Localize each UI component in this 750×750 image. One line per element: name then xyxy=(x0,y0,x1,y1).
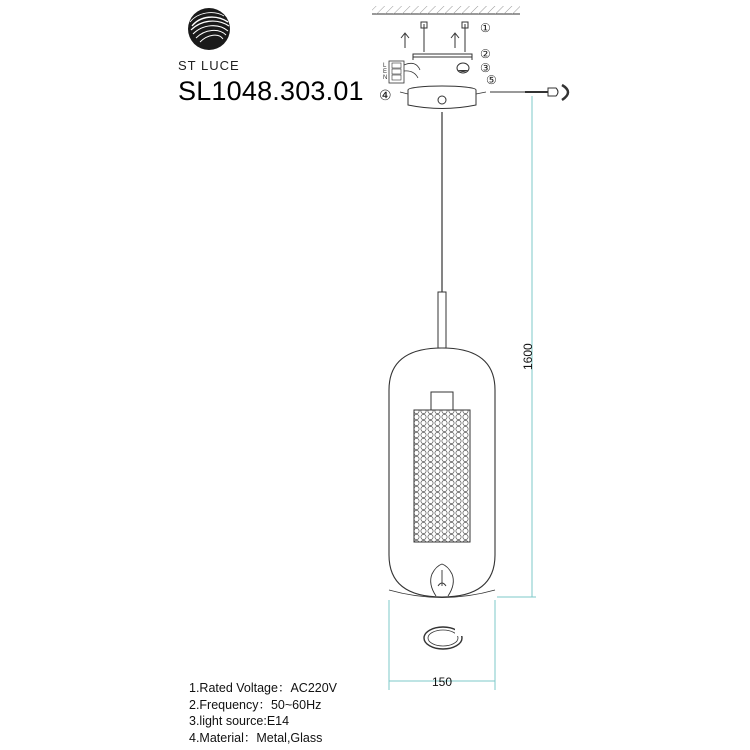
spec-material: 4.Material：Metal,Glass xyxy=(189,730,323,745)
spec-frequency: 2.Frequency：50~60Hz xyxy=(189,697,322,712)
model-number: SL1048.303.01 xyxy=(178,76,364,106)
light-bulb xyxy=(431,564,454,596)
step-marker-4: ④ xyxy=(379,87,392,103)
cable-sleeve xyxy=(438,292,446,348)
perforated-cylinder xyxy=(414,410,470,542)
shade-ring xyxy=(424,626,465,649)
wire-label-l: L xyxy=(383,63,387,69)
spec-list xyxy=(189,680,337,746)
step-marker-2: ② xyxy=(480,47,491,61)
width-dimension-label: 150 xyxy=(432,675,453,689)
spec-voltage: 1.Rated Voltage：AC220V xyxy=(189,681,338,695)
brand-name: ST LUCE xyxy=(178,58,240,73)
screwdriver-tool xyxy=(490,85,568,100)
dimension-lines xyxy=(389,96,536,690)
mounting-screws xyxy=(401,22,468,52)
step-marker-3: ③ xyxy=(480,61,491,75)
ceiling-canopy xyxy=(400,86,486,109)
ceiling xyxy=(372,6,520,14)
terminal-block xyxy=(383,61,420,83)
lamp-holder xyxy=(431,392,453,410)
step-marker-5: ⑤ xyxy=(486,73,497,87)
spec-light-source: 3.light source:E14 xyxy=(189,714,290,728)
wire-label-n: N xyxy=(383,75,388,81)
wire-label-e: E xyxy=(383,69,388,75)
height-dimension-label: 1600 xyxy=(521,343,535,370)
glass-rim xyxy=(389,590,495,598)
mounting-bracket xyxy=(413,54,472,60)
step-marker-1: ① xyxy=(480,21,491,35)
